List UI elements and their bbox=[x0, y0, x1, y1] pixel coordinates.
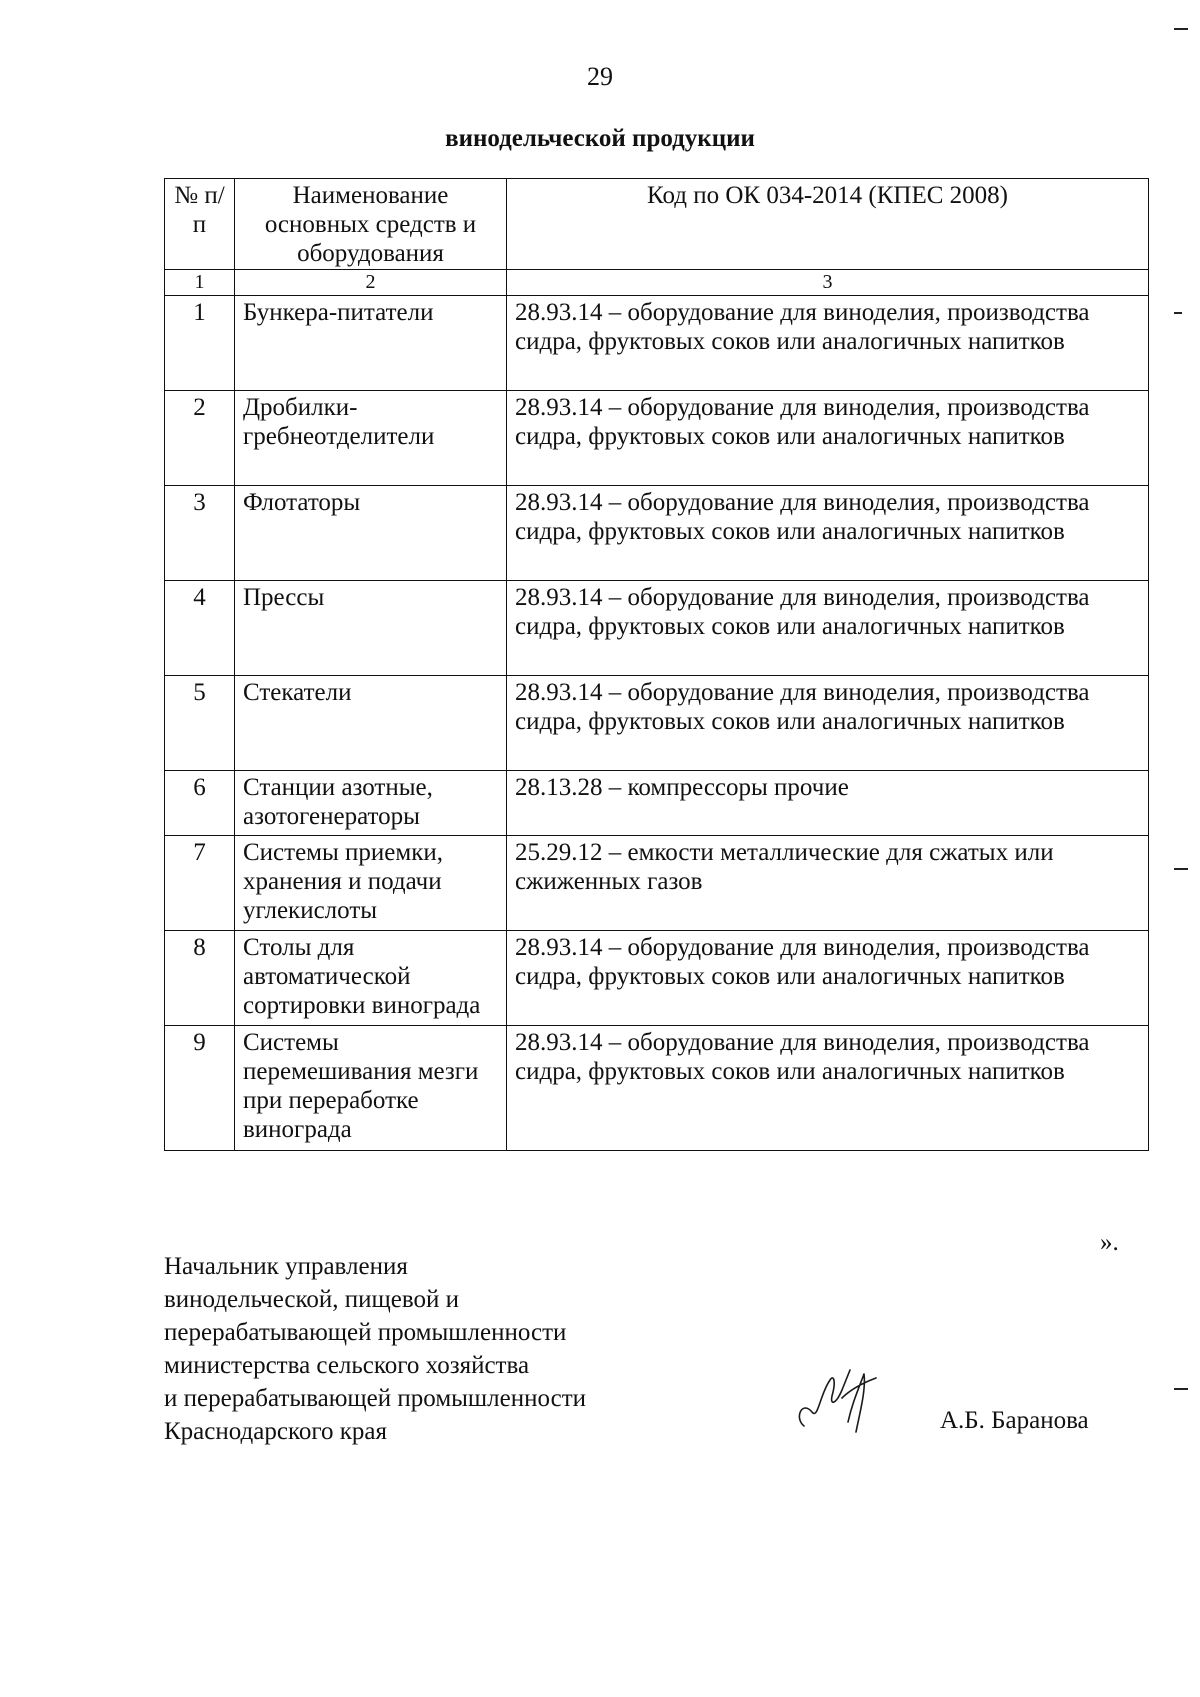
column-number-row bbox=[165, 270, 1149, 296]
equipment-name: Столы для автоматической сортировки винограда bbox=[235, 931, 507, 1026]
row-number: 5 bbox=[165, 676, 235, 771]
equipment-name: Станции азотные, азотогенераторы bbox=[235, 771, 507, 836]
classification-code: 28.93.14 – оборудование для виноделия, производства сидра, фруктовых соков или аналогичных напитков bbox=[507, 296, 1149, 391]
table-row bbox=[165, 296, 1149, 391]
header-number: № п/п bbox=[165, 179, 235, 270]
row-number: 4 bbox=[165, 581, 235, 676]
equipment-name: Системы перемешивания мезги при переработке винограда bbox=[235, 1026, 507, 1151]
table-heading: винодельческой продукции bbox=[445, 125, 755, 152]
equipment-name: Системы приемки, хранения и подачи углекислоты bbox=[235, 836, 507, 931]
equipment-name: Флотаторы bbox=[235, 486, 507, 581]
page-number: 29 bbox=[587, 62, 613, 91]
classification-code: 28.93.14 – оборудование для виноделия, производства сидра, фруктовых соков или аналогичных напитков bbox=[507, 1026, 1149, 1151]
handwritten-signature bbox=[790, 1360, 900, 1440]
table-row bbox=[165, 486, 1149, 581]
scan-edge-mark bbox=[1174, 1388, 1188, 1390]
row-number: 2 bbox=[165, 391, 235, 486]
table-header-row bbox=[165, 179, 1149, 270]
row-number: 7 bbox=[165, 836, 235, 931]
position-line: Начальник управления bbox=[164, 1253, 408, 1280]
equipment-name: Стекатели bbox=[235, 676, 507, 771]
position-line: винодельческой, пищевой и bbox=[164, 1286, 460, 1313]
position-line: и перерабатывающей промышленности bbox=[164, 1385, 587, 1412]
equipment-name: Дробилки-гребнеотделители bbox=[235, 391, 507, 486]
equipment-name: Бункера-питатели bbox=[235, 296, 507, 391]
equipment-table bbox=[164, 178, 1149, 1151]
table-row bbox=[165, 931, 1149, 1026]
header-name: Наименование основных средств и оборудования bbox=[235, 179, 507, 270]
signatory-name: А.Б. Баранова bbox=[940, 1407, 1089, 1434]
position-line: перерабатывающей промышленности bbox=[164, 1319, 567, 1346]
row-number: 3 bbox=[165, 486, 235, 581]
column-number: 1 bbox=[165, 270, 235, 296]
column-number: 3 bbox=[507, 270, 1149, 296]
classification-code: 25.29.12 – емкости металлические для сжатых или сжиженных газов bbox=[507, 836, 1149, 931]
row-number: 9 bbox=[165, 1026, 235, 1151]
classification-code: 28.93.14 – оборудование для виноделия, производства сидра, фруктовых соков или аналогичных напитков bbox=[507, 676, 1149, 771]
position-line: Краснодарского края bbox=[164, 1418, 387, 1445]
table-row bbox=[165, 1026, 1149, 1151]
table-row bbox=[165, 836, 1149, 931]
column-number: 2 bbox=[235, 270, 507, 296]
scan-edge-mark bbox=[1174, 28, 1188, 30]
position-line: министерства сельского хозяйства bbox=[164, 1352, 530, 1379]
row-number: 6 bbox=[165, 771, 235, 836]
table-row bbox=[165, 391, 1149, 486]
table-row bbox=[165, 676, 1149, 771]
classification-code: 28.93.14 – оборудование для виноделия, производства сидра, фруктовых соков или аналогичных напитков bbox=[507, 486, 1149, 581]
classification-code: 28.93.14 – оборудование для виноделия, производства сидра, фруктовых соков или аналогичных напитков bbox=[507, 391, 1149, 486]
classification-code: 28.93.14 – оборудование для виноделия, производства сидра, фруктовых соков или аналогичных напитков bbox=[507, 931, 1149, 1026]
table-row bbox=[165, 771, 1149, 836]
row-number: 1 bbox=[165, 296, 235, 391]
classification-code: 28.93.14 – оборудование для виноделия, производства сидра, фруктовых соков или аналогичных напитков bbox=[507, 581, 1149, 676]
classification-code: 28.13.28 – компрессоры прочие bbox=[507, 771, 1149, 836]
header-code: Код по ОК 034-2014 (КПЕС 2008) bbox=[507, 179, 1149, 270]
scan-edge-mark bbox=[1174, 312, 1182, 314]
equipment-name: Прессы bbox=[235, 581, 507, 676]
closing-quote: ». bbox=[1100, 1229, 1119, 1256]
signatory-position bbox=[164, 1250, 684, 1448]
scan-edge-mark bbox=[1174, 868, 1188, 870]
table-row bbox=[165, 581, 1149, 676]
row-number: 8 bbox=[165, 931, 235, 1026]
